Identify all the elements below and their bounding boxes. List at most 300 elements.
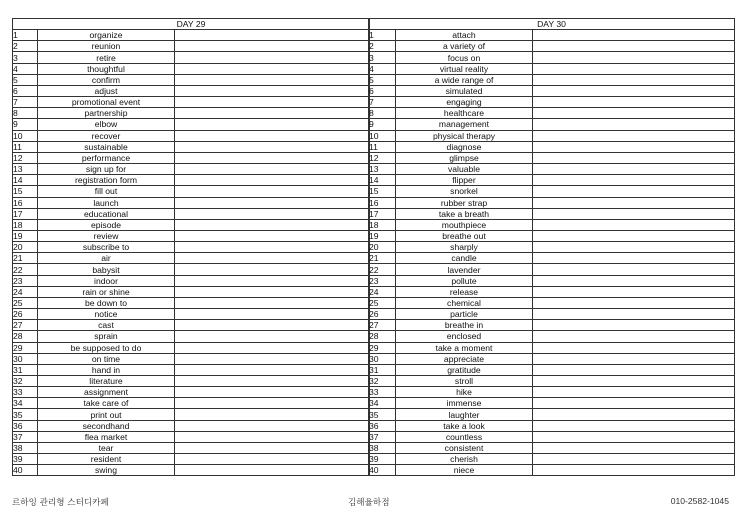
row-number: 33 (13, 387, 38, 398)
table-row (13, 85, 370, 96)
meaning-blank-cell (533, 152, 735, 163)
row-number: 14 (13, 175, 38, 186)
vocab-word: mouthpiece (396, 219, 533, 230)
meaning-blank-cell (175, 387, 370, 398)
meaning-blank-cell (175, 342, 370, 353)
meaning-blank-cell (175, 442, 370, 453)
vocab-word: launch (38, 197, 175, 208)
vocab-word: take a breath (396, 208, 533, 219)
vocab-word: be supposed to do (38, 342, 175, 353)
vocab-word: attach (396, 30, 533, 41)
vocab-word: swing (38, 465, 175, 476)
table-row (13, 420, 370, 431)
meaning-blank-cell (175, 175, 370, 186)
meaning-blank-cell (533, 465, 735, 476)
meaning-blank-cell (175, 353, 370, 364)
vocab-word: enclosed (396, 331, 533, 342)
meaning-blank-cell (533, 186, 735, 197)
row-number: 38 (369, 442, 396, 453)
table-row (13, 387, 370, 398)
table-row (13, 409, 370, 420)
meaning-blank-cell (533, 175, 735, 186)
footer-branch-name: 김해율하점 (348, 498, 390, 508)
meaning-blank-cell (533, 63, 735, 74)
meaning-blank-cell (175, 398, 370, 409)
row-number: 25 (13, 297, 38, 308)
meaning-blank-cell (175, 164, 370, 175)
table-row (13, 97, 370, 108)
row-number: 20 (13, 242, 38, 253)
row-number: 32 (369, 376, 396, 387)
table-row (369, 420, 735, 431)
table-row (369, 164, 735, 175)
table-row (13, 130, 370, 141)
row-number: 22 (369, 264, 396, 275)
row-number: 11 (369, 141, 396, 152)
vocab-word: rain or shine (38, 286, 175, 297)
vocab-word: air (38, 253, 175, 264)
meaning-blank-cell (175, 331, 370, 342)
vocab-word: confirm (38, 74, 175, 85)
vocab-word: partnership (38, 108, 175, 119)
meaning-blank-cell (175, 376, 370, 387)
table-row (369, 342, 735, 353)
table-row (13, 253, 370, 264)
meaning-blank-cell (175, 253, 370, 264)
meaning-blank-cell (175, 130, 370, 141)
row-number: 3 (369, 52, 396, 63)
table-row (369, 398, 735, 409)
table-row (13, 63, 370, 74)
vocabulary-sheet (12, 18, 734, 476)
table-row (13, 41, 370, 52)
meaning-blank-cell (533, 420, 735, 431)
vocab-word: healthcare (396, 108, 533, 119)
row-number: 37 (13, 431, 38, 442)
table-row (369, 52, 735, 63)
row-number: 37 (369, 431, 396, 442)
row-number: 5 (13, 74, 38, 85)
vocab-word: breathe in (396, 320, 533, 331)
row-number: 6 (13, 85, 38, 96)
meaning-blank-cell (533, 342, 735, 353)
table-row (369, 130, 735, 141)
row-number: 12 (13, 152, 38, 163)
meaning-blank-cell (533, 376, 735, 387)
vocab-word: elbow (38, 119, 175, 130)
meaning-blank-cell (533, 164, 735, 175)
day30-title: DAY 30 (369, 19, 735, 30)
table-row (369, 309, 735, 320)
vocab-word: subscribe to (38, 242, 175, 253)
row-number: 18 (369, 219, 396, 230)
table-row (369, 242, 735, 253)
row-number: 3 (13, 52, 38, 63)
meaning-blank-cell (175, 320, 370, 331)
row-number: 29 (13, 342, 38, 353)
meaning-blank-cell (175, 286, 370, 297)
row-number: 17 (369, 208, 396, 219)
table-row (369, 119, 735, 130)
table-row (13, 141, 370, 152)
row-number: 4 (13, 63, 38, 74)
vocab-word: indoor (38, 275, 175, 286)
vocab-word: tear (38, 442, 175, 453)
row-number: 30 (369, 353, 396, 364)
meaning-blank-cell (533, 108, 735, 119)
row-number: 8 (369, 108, 396, 119)
table-row (13, 364, 370, 375)
meaning-blank-cell (175, 275, 370, 286)
table-row (369, 97, 735, 108)
meaning-blank-cell (175, 420, 370, 431)
table-row (13, 286, 370, 297)
vocab-word: gratitude (396, 364, 533, 375)
vocab-word: retire (38, 52, 175, 63)
table-row (369, 186, 735, 197)
vocab-word: episode (38, 219, 175, 230)
table-row (13, 175, 370, 186)
vocab-word: candle (396, 253, 533, 264)
vocab-word: diagnose (396, 141, 533, 152)
meaning-blank-cell (175, 208, 370, 219)
row-number: 26 (369, 309, 396, 320)
vocab-word: recover (38, 130, 175, 141)
vocab-word: literature (38, 376, 175, 387)
table-row (369, 230, 735, 241)
row-number: 18 (13, 219, 38, 230)
vocab-word: valuable (396, 164, 533, 175)
vocab-word: take a look (396, 420, 533, 431)
row-number: 16 (13, 197, 38, 208)
vocab-word: sharply (396, 242, 533, 253)
table-row (369, 253, 735, 264)
meaning-blank-cell (175, 242, 370, 253)
table-row (13, 219, 370, 230)
vocab-word: laughter (396, 409, 533, 420)
meaning-blank-cell (175, 85, 370, 96)
vocab-word: simulated (396, 85, 533, 96)
day29-table (12, 18, 370, 476)
row-number: 5 (369, 74, 396, 85)
vocab-word: sustainable (38, 141, 175, 152)
vocab-word: hike (396, 387, 533, 398)
table-row (369, 331, 735, 342)
table-row (369, 387, 735, 398)
row-number: 6 (369, 85, 396, 96)
row-number: 19 (369, 230, 396, 241)
table-row (369, 409, 735, 420)
meaning-blank-cell (533, 387, 735, 398)
table-row (369, 431, 735, 442)
meaning-blank-cell (533, 297, 735, 308)
vocab-word: countless (396, 431, 533, 442)
table-row (13, 186, 370, 197)
table-row (369, 275, 735, 286)
row-number: 19 (13, 230, 38, 241)
vocab-word: snorkel (396, 186, 533, 197)
meaning-blank-cell (533, 331, 735, 342)
row-number: 33 (369, 387, 396, 398)
meaning-blank-cell (533, 41, 735, 52)
vocab-word: performance (38, 152, 175, 163)
row-number: 30 (13, 353, 38, 364)
row-number: 12 (369, 152, 396, 163)
table-row (13, 398, 370, 409)
day29-title: DAY 29 (13, 19, 370, 30)
row-number: 39 (13, 454, 38, 465)
vocab-word: review (38, 230, 175, 241)
row-number: 36 (13, 420, 38, 431)
vocab-word: flipper (396, 175, 533, 186)
table-row (13, 465, 370, 476)
table-row (13, 264, 370, 275)
row-number: 29 (369, 342, 396, 353)
table-row (13, 119, 370, 130)
vocab-word: print out (38, 409, 175, 420)
table-row (369, 41, 735, 52)
vocab-word: registration form (38, 175, 175, 186)
table-row (13, 164, 370, 175)
row-number: 25 (369, 297, 396, 308)
row-number: 24 (13, 286, 38, 297)
row-number: 11 (13, 141, 38, 152)
meaning-blank-cell (533, 431, 735, 442)
row-number: 7 (13, 97, 38, 108)
meaning-blank-cell (533, 230, 735, 241)
row-number: 10 (369, 130, 396, 141)
meaning-blank-cell (175, 30, 370, 41)
table-row (13, 342, 370, 353)
vocab-word: virtual reality (396, 63, 533, 74)
vocab-word: consistent (396, 442, 533, 453)
table-row (369, 85, 735, 96)
table-row (369, 376, 735, 387)
table-row (369, 197, 735, 208)
vocab-word: on time (38, 353, 175, 364)
table-row (369, 208, 735, 219)
table-row (369, 264, 735, 275)
meaning-blank-cell (533, 364, 735, 375)
row-number: 13 (13, 164, 38, 175)
meaning-blank-cell (533, 409, 735, 420)
meaning-blank-cell (175, 197, 370, 208)
meaning-blank-cell (533, 85, 735, 96)
table-row (13, 309, 370, 320)
vocab-word: cast (38, 320, 175, 331)
meaning-blank-cell (533, 353, 735, 364)
meaning-blank-cell (175, 74, 370, 85)
vocab-word: release (396, 286, 533, 297)
table-row (369, 30, 735, 41)
table-row (369, 454, 735, 465)
row-number: 35 (13, 409, 38, 420)
vocab-word: reunion (38, 41, 175, 52)
row-number: 27 (13, 320, 38, 331)
vocab-word: chemical (396, 297, 533, 308)
table-row (13, 230, 370, 241)
meaning-blank-cell (533, 141, 735, 152)
table-row (369, 74, 735, 85)
vocab-word: secondhand (38, 420, 175, 431)
meaning-blank-cell (533, 219, 735, 230)
table-row (369, 175, 735, 186)
row-number: 21 (13, 253, 38, 264)
row-number: 16 (369, 197, 396, 208)
table-row (13, 376, 370, 387)
table-row (13, 108, 370, 119)
table-row (13, 442, 370, 453)
vocab-word: a variety of (396, 41, 533, 52)
table-row (13, 431, 370, 442)
row-number: 35 (369, 409, 396, 420)
row-number: 24 (369, 286, 396, 297)
meaning-blank-cell (533, 442, 735, 453)
table-row (369, 141, 735, 152)
vocab-word: breathe out (396, 230, 533, 241)
vocab-word: notice (38, 309, 175, 320)
meaning-blank-cell (175, 41, 370, 52)
meaning-blank-cell (175, 230, 370, 241)
table-row (369, 108, 735, 119)
vocab-word: sprain (38, 331, 175, 342)
row-number: 21 (369, 253, 396, 264)
table-row (369, 353, 735, 364)
footer-phone-number: 010-2582-1045 (670, 496, 729, 506)
row-number: 4 (369, 63, 396, 74)
meaning-blank-cell (175, 431, 370, 442)
row-number: 38 (13, 442, 38, 453)
row-number: 17 (13, 208, 38, 219)
vocab-word: flea market (38, 431, 175, 442)
row-number: 31 (13, 364, 38, 375)
vocab-word: assignment (38, 387, 175, 398)
meaning-blank-cell (175, 264, 370, 275)
meaning-blank-cell (533, 197, 735, 208)
meaning-blank-cell (175, 364, 370, 375)
meaning-blank-cell (533, 119, 735, 130)
meaning-blank-cell (533, 74, 735, 85)
meaning-blank-cell (175, 108, 370, 119)
meaning-blank-cell (533, 253, 735, 264)
row-number: 15 (13, 186, 38, 197)
row-number: 28 (369, 331, 396, 342)
meaning-blank-cell (533, 309, 735, 320)
table-row (369, 297, 735, 308)
row-number: 22 (13, 264, 38, 275)
meaning-blank-cell (175, 63, 370, 74)
vocab-word: immense (396, 398, 533, 409)
vocab-word: particle (396, 309, 533, 320)
table-row (13, 208, 370, 219)
table-row (369, 320, 735, 331)
vocab-word: pollute (396, 275, 533, 286)
vocab-word: organize (38, 30, 175, 41)
row-number: 39 (369, 454, 396, 465)
meaning-blank-cell (175, 52, 370, 63)
row-number: 7 (369, 97, 396, 108)
meaning-blank-cell (533, 286, 735, 297)
vocab-word: focus on (396, 52, 533, 63)
meaning-blank-cell (175, 297, 370, 308)
vocab-word: thoughtful (38, 63, 175, 74)
table-row (369, 442, 735, 453)
vocab-word: management (396, 119, 533, 130)
vocab-word: take a moment (396, 342, 533, 353)
footer-cafe-name: 르하잉 관리형 스터디카페 (12, 498, 109, 508)
meaning-blank-cell (533, 398, 735, 409)
vocab-word: resident (38, 454, 175, 465)
vocab-word: hand in (38, 364, 175, 375)
meaning-blank-cell (175, 454, 370, 465)
vocab-word: stroll (396, 376, 533, 387)
row-number: 34 (13, 398, 38, 409)
table-row (369, 152, 735, 163)
vocab-word: rubber strap (396, 197, 533, 208)
vocab-word: babysit (38, 264, 175, 275)
row-number: 20 (369, 242, 396, 253)
meaning-blank-cell (533, 275, 735, 286)
table-row (369, 465, 735, 476)
vocab-word: adjust (38, 85, 175, 96)
vocab-word: niece (396, 465, 533, 476)
row-number: 1 (13, 30, 38, 41)
table-row (13, 454, 370, 465)
meaning-blank-cell (175, 97, 370, 108)
meaning-blank-cell (175, 219, 370, 230)
row-number: 2 (369, 41, 396, 52)
vocab-word: glimpse (396, 152, 533, 163)
table-row (13, 275, 370, 286)
row-number: 14 (369, 175, 396, 186)
table-row (13, 297, 370, 308)
vocab-word: lavender (396, 264, 533, 275)
row-number: 40 (13, 465, 38, 476)
table-row (13, 320, 370, 331)
row-number: 9 (369, 119, 396, 130)
vocab-word: take care of (38, 398, 175, 409)
row-number: 1 (369, 30, 396, 41)
row-number: 8 (13, 108, 38, 119)
meaning-blank-cell (533, 97, 735, 108)
meaning-blank-cell (175, 309, 370, 320)
meaning-blank-cell (175, 152, 370, 163)
meaning-blank-cell (533, 454, 735, 465)
meaning-blank-cell (533, 208, 735, 219)
vocab-word: be down to (38, 297, 175, 308)
table-row (13, 74, 370, 85)
vocab-word: cherish (396, 454, 533, 465)
table-row (369, 63, 735, 74)
row-number: 23 (13, 275, 38, 286)
table-row (13, 197, 370, 208)
vocab-word: promotional event (38, 97, 175, 108)
row-number: 10 (13, 130, 38, 141)
row-number: 31 (369, 364, 396, 375)
table-row (13, 30, 370, 41)
meaning-blank-cell (175, 141, 370, 152)
row-number: 27 (369, 320, 396, 331)
vocab-word: educational (38, 208, 175, 219)
meaning-blank-cell (533, 130, 735, 141)
table-row (13, 353, 370, 364)
vocab-word: appreciate (396, 353, 533, 364)
row-number: 26 (13, 309, 38, 320)
table-row (13, 242, 370, 253)
day30-table (368, 18, 735, 476)
row-number: 23 (369, 275, 396, 286)
meaning-blank-cell (533, 320, 735, 331)
